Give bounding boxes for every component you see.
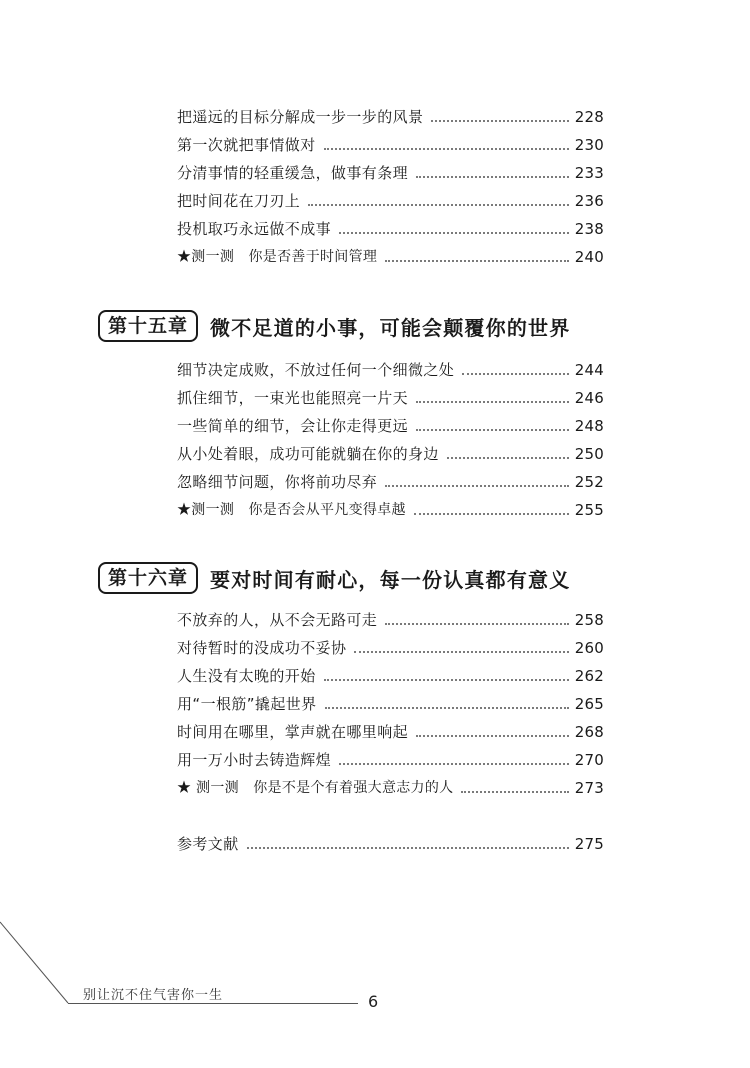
footer-corner-line [0, 920, 80, 1010]
dot-leader [416, 429, 569, 431]
dot-leader [385, 623, 569, 625]
toc-entry[interactable] [177, 664, 604, 688]
toc-entry[interactable] [177, 189, 604, 213]
dot-leader [339, 763, 569, 765]
dot-leader [354, 651, 568, 653]
dot-leader [339, 232, 569, 234]
toc-entry[interactable] [177, 161, 604, 185]
dot-leader [247, 847, 569, 849]
toc-entry-quiz[interactable] [177, 776, 604, 800]
toc-entry-page: 252 [574, 473, 604, 491]
toc-entry-title: 第一次就把事情做对 [177, 136, 316, 154]
toc-entry[interactable] [177, 470, 604, 494]
toc-entry-page: 246 [574, 389, 604, 407]
toc-entry-title: 忽略细节问题，你将前功尽弃 [177, 473, 378, 491]
chapter-title: 要对时间有耐心，每一份认真都有意义 [210, 567, 571, 592]
toc-entry-page: 230 [574, 136, 604, 154]
toc-entry-page: 265 [574, 695, 604, 713]
chapter-title: 微不足道的小事，可能会颠覆你的世界 [210, 315, 571, 340]
toc-entry[interactable] [177, 608, 604, 632]
toc-entry-page: 262 [574, 667, 604, 685]
dot-leader [416, 176, 569, 178]
toc-entry[interactable] [177, 414, 604, 438]
toc-entry[interactable] [177, 217, 604, 241]
toc-entry-title: ★测一测 你是否善于时间管理 [177, 249, 378, 265]
toc-entry-page: 250 [574, 445, 604, 463]
dot-leader [447, 457, 569, 459]
running-footer-book-title: 别让沉不住气害你一生 [83, 988, 224, 1003]
toc-entry[interactable] [177, 105, 604, 129]
toc-entry[interactable] [177, 692, 604, 716]
toc-entry-page: 273 [574, 779, 604, 797]
toc-entry-title: 用一万小时去铸造辉煌 [177, 751, 332, 769]
toc-entry[interactable] [177, 442, 604, 466]
toc-entry-title: 时间用在哪里，掌声就在哪里响起 [177, 723, 409, 741]
toc-entry-references[interactable] [177, 832, 604, 856]
dot-leader [385, 260, 569, 262]
toc-entry-title: 分清事情的轻重缓急，做事有条理 [177, 164, 409, 182]
toc-entry-page: 238 [574, 220, 604, 238]
toc-entry-page: 248 [574, 417, 604, 435]
dot-leader [308, 204, 569, 206]
toc-entry-title: 把时间花在刀刃上 [177, 192, 301, 210]
toc-entry-quiz[interactable] [177, 245, 604, 269]
toc-entry[interactable] [177, 748, 604, 772]
chapter-heading[interactable] [98, 310, 570, 342]
toc-entry-page: 236 [574, 192, 604, 210]
toc-entry-title: 抓住细节，一束光也能照亮一片天 [177, 389, 409, 407]
dot-leader [431, 120, 568, 122]
toc-entry-page: 258 [574, 611, 604, 629]
toc-entry-title: 参考文献 [177, 835, 239, 853]
page-number: 6 [368, 992, 379, 1011]
toc-entry-page: 228 [574, 108, 604, 126]
toc-entry-title: 从小处着眼，成功可能就躺在你的身边 [177, 445, 439, 463]
dot-leader [416, 735, 569, 737]
toc-entry-page: 275 [574, 835, 604, 853]
toc-entry-title: 把遥远的目标分解成一步一步的风景 [177, 108, 424, 126]
chapter-heading[interactable] [98, 562, 570, 594]
toc-entry-quiz[interactable] [177, 498, 604, 522]
dot-leader [461, 791, 568, 793]
dot-leader [414, 513, 569, 515]
toc-entry-title: 不放弃的人，从不会无路可走 [177, 611, 378, 629]
dot-leader [324, 148, 569, 150]
toc-entry-title: 细节决定成败，不放过任何一个细微之处 [177, 361, 455, 379]
toc-entry[interactable] [177, 133, 604, 157]
dot-leader [385, 485, 569, 487]
toc-entry-title: ★测一测 你是否会从平凡变得卓越 [177, 502, 406, 518]
toc-entry-page: 244 [574, 361, 604, 379]
toc-entry-page: 260 [574, 639, 604, 657]
dot-leader [325, 707, 569, 709]
toc-entry[interactable] [177, 358, 604, 382]
toc-entry-page: 270 [574, 751, 604, 769]
toc-entry-title: ★ 测一测 你是不是个有着强大意志力的人 [177, 780, 454, 796]
dot-leader [324, 679, 569, 681]
dot-leader [462, 373, 569, 375]
toc-entry-page: 255 [574, 501, 604, 519]
toc-entry[interactable] [177, 386, 604, 410]
toc-entry-page: 233 [574, 164, 604, 182]
toc-entry-page: 240 [574, 248, 604, 266]
toc-entry[interactable] [177, 636, 604, 660]
chapter-number-badge: 第十五章 [98, 310, 198, 342]
toc-entry-title: 人生没有太晚的开始 [177, 667, 316, 685]
toc-entry[interactable] [177, 720, 604, 744]
dot-leader [416, 401, 569, 403]
footer-rule [68, 1003, 358, 1004]
toc-entry-page: 268 [574, 723, 604, 741]
chapter-number-badge: 第十六章 [98, 562, 198, 594]
toc-entry-title: 对待暂时的没成功不妥协 [177, 639, 347, 657]
toc-entry-title: 用“一根筋”撬起世界 [177, 695, 317, 713]
toc-entry-title: 投机取巧永远做不成事 [177, 220, 332, 238]
toc-entry-title: 一些简单的细节，会让你走得更远 [177, 417, 409, 435]
